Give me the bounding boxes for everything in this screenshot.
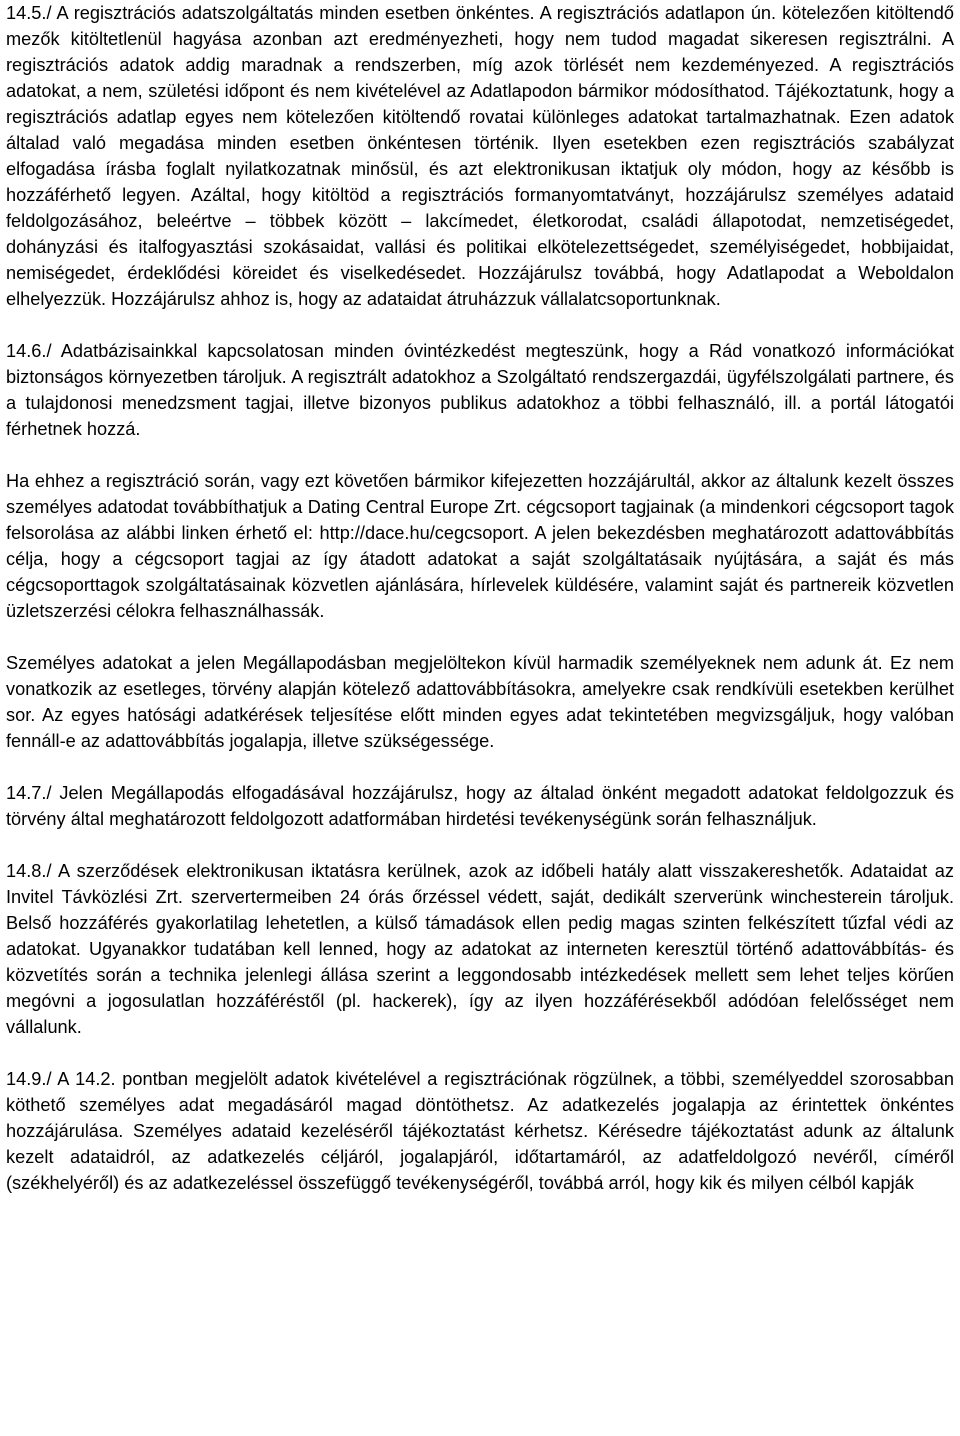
paragraph-14-8: 14.8./ A szerződések elektronikusan iktatásra kerülnek, azok az időbeli hatály alatt visszakereshetők. Adataidat az Invitel Távközlési Zrt. szervertermeiben 24 órás őrzéssel védett, saját, dedikált szerverünk winchesterein tároljuk. Belső hozzáférés gyakorlatilag lehetetlen, a külső támadások ellen pedig magas szinten felkészített tűzfal védi az adatokat. Ugyanakkor tudatában kell lenned, hogy az adatokat az interneten keresztül történő adattovábbítás- és közvetítés során a technika jelenlegi állása szerint a leggondosabb intézkedések mellett sem lehet teljes körűen megóvni a jogosulatlan hozzáféréstől (pl. hackerek), így az ilyen hozzáférésekből adódóan felelősséget nem vállalunk.	[6, 861, 954, 1037]
paragraph-14-7: 14.7./ Jelen Megállapodás elfogadásával hozzájárulsz, hogy az általad önként megadott adatokat feldolgozzuk és törvény által meghatározott feldolgozott adatformában hirdetési tevékenységünk során felhasználjuk.	[6, 783, 954, 829]
paragraph-data-transfer-consent: Ha ehhez a regisztráció során, vagy ezt követően bármikor kifejezetten hozzájárultál, akkor az általunk kezelt összes személyes adatodat továbbíthatjuk a Dating Central Europe Zrt. cégcsoport tagjainak (a mindenkori cégcsoport tagok felsorolása az alábbi linken érhető el: http://dace.hu/cegcsoport. A jelen bekezdésben meghatározott adattovábbítás célja, hogy a cégcsoport tagjai az így átadott adatokat a saját szolgáltatásaik nyújtására, a saját és más cégcsoporttagok szolgáltatásainak közvetlen ajánlására, hírlevelek küldésére, valamint saját és partnereik közvetlen üzletszerzési célokra felhasználhassák.	[6, 471, 954, 621]
paragraph-14-6: 14.6./ Adatbázisainkkal kapcsolatosan minden óvintézkedést megteszünk, hogy a Rád vonatkozó információkat biztonságos környezetben tároljuk. A regisztrált adatokhoz a Szolgáltató rendszergazdái, ügyfélszolgálati partnere, és a tulajdonosi menedzsment tagjai, illetve bizonyos publikus adatokhoz a többi felhasználó, ill. a portál látogatói férhetnek hozzá.	[6, 341, 954, 439]
paragraph-third-parties: Személyes adatokat a jelen Megállapodásban megjelöltekon kívül harmadik személyeknek nem adunk át. Ez nem vonatkozik az esetleges, törvény alapján kötelező adattovábbításokra, amelyekre csak rendkívüli esetekben kerülhet sor. Az egyes hatósági adatkérések teljesítése előtt minden egyes adat tekintetében megvizsgáljuk, hogy valóban fennáll-e az adattovábbítás jogalapja, illetve szükségessége.	[6, 653, 954, 751]
paragraph-14-9: 14.9./ A 14.2. pontban megjelölt adatok kivételével a regisztrációnak rögzülnek, a többi, személyeddel szorosabban köthető személyes adat megadásáról magad döntöthetsz. Az adatkezelés jogalapja az érintettek önkéntes hozzájárulása. Személyes adataid kezeléséről tájékoztatást kérhetsz. Kérésedre tájékoztatást adunk az általunk kezelt adataidról, az adatkezelés céljáról, jogalapjáról, időtartamáról, az adatfeldolgozó nevéről, címéről (székhelyéről) és az adatkezeléssel összefüggő tevékenységéről, továbbá arról, hogy kik és milyen célból kapják	[6, 1069, 954, 1193]
paragraph-14-5: 14.5./ A regisztrációs adatszolgáltatás minden esetben önkéntes. A regisztrációs adatlapon ún. kötelezően kitöltendő mezők kitöltetlenül hagyása azonban azt eredményezheti, hogy nem tudod magadat sikeresen regisztrálni. A regisztrációs adatok addig maradnak a rendszerben, míg azok törlését nem kezdeményezed. A regisztrációs adatokat, a nem, születési időpont és nem kivételével az Adatlapodon bármikor módosíthatod. Tájékoztatunk, hogy a regisztrációs adatlap egyes nem kötelezően kitöltendő rovatai különleges adatokat tartalmazhatnak. Ezen adatok általad való megadása minden esetben önkéntesen történik. Ilyen esetekben ezen regisztrációs szabályzat elfogadása írásba foglalt nyilatkozatnak minősül, és azt elektronikusan iktatjuk oly módon, hogy az később is hozzáférhető legyen. Azáltal, hogy kitöltöd a regisztrációs formanyomtatványt, hozzájárulsz személyes adataid feldolgozásához, beleértve – többek között – lakcímedet, életkorodat, családi állapotodat, nemzetiségedet, dohányzási és italfogyasztási szokásaidat, vallási és politikai elkötelezettségedet, személyiségedet, hobbijaidat, nemiségedet, érdeklődési köreidet és viselkedésedet. Hozzájárulsz továbbá, hogy Adatlapodat a Weboldalon elhelyezzük. Hozzájárulsz ahhoz is, hogy az adataidat átruházzuk vállalatcsoportunknak.	[6, 3, 954, 309]
